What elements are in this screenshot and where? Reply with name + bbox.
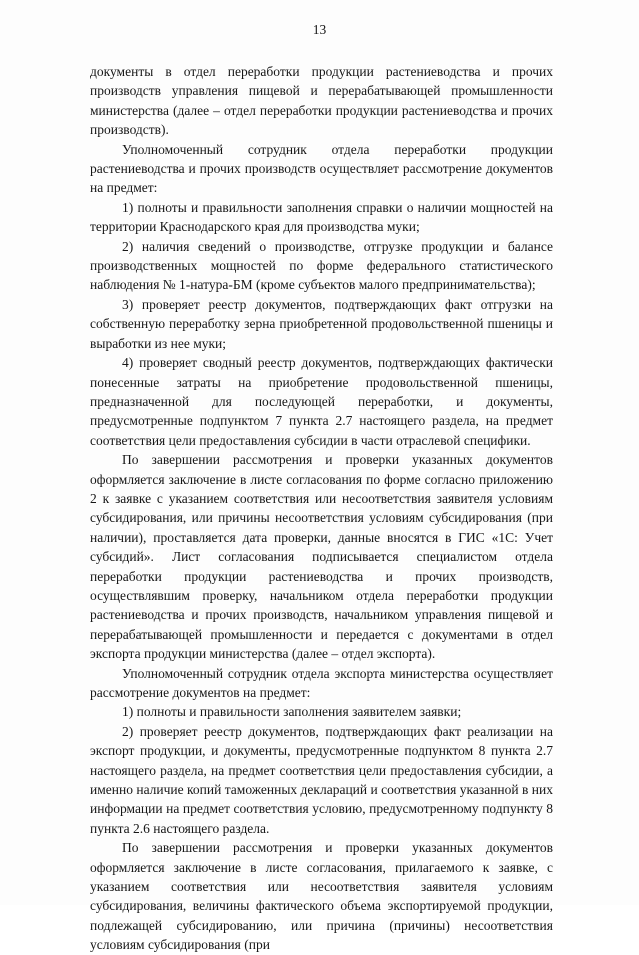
paragraph: документы в отдел переработки продукции растениеводства и прочих производств управления пищевой и перерабатывающей промышленности министерства (далее – отдел переработки продукции растениеводства и прочих производств).: [90, 64, 553, 138]
list-item: 4) проверяет сводный реестр документов, подтверждающих фактически понесенные затраты на приобретение продовольственной пшеницы, предназначенной для последующей переработки, и документы, предусмотренные подпунктом 7 пункта 2.7 настоящего раздела, на предмет соответствия цели предоставления субсидии в части отраслевой специфики.: [90, 355, 553, 448]
list-item: 2) наличия сведений о производстве, отгрузке продукции и балансе производственных мощностей по форме федерального статистического наблюдения № 1-натура-БМ (кроме субъектов малого предпринимательства);: [90, 238, 553, 293]
list-item: 2) проверяет реестр документов, подтверждающих факт реализации на экспорт продукции, и документы, предусмотренные подпунктом 8 пункта 2.7 настоящего раздела, на предмет соответствия цели предоставления субсидии, а именно наличие копий таможенных деклараций и соответствия указанной в них информации на предмет соответствия условию, предусмотренному подпункту 8 пункта 2.6 настоящего раздела.: [90, 723, 553, 836]
page-number: 13: [312, 22, 327, 37]
paragraph: По завершении рассмотрения и проверки указанных документов оформляется заключение в листе согласования по форме согласно приложению 2 к заявке с указанием соответствия или несоответствия заявителя условиям субсидирования, или причины несоответствия условиям субсидирования (при наличии), проставляется дата проверки, данные вносятся в ГИС «1С: Учет субсидий». Лист согласования подписывается специалистом отдела переработки продукции растениеводства и прочих производств, осуществлявшим проверку, начальником отдела переработки продукции растениеводства и прочих производств, начальником управления пищевой и перерабатывающей промышленности и передается с документами в отдел экспорта продукции министерства (далее – отдел экспорта).: [90, 452, 553, 662]
list-item: 3) проверяет реестр документов, подтверждающих факт отгрузки на собственную переработку зерна приобретенной продовольственной пшеницы и выработки из нее муки;: [90, 296, 553, 351]
body-text: [90, 62, 553, 955]
paragraph: Уполномоченный сотрудник отдела экспорта министерства осуществляет рассмотрение документов на предмет:: [90, 665, 553, 700]
paragraph: По завершении рассмотрения и проверки указанных документов оформляется заключение в листе согласования, прилагаемого к заявке, с указанием соответствия или несоответствия заявителя условиям субсидирования, величины фактического объема экспортируемой продукции, подлежащей субсидированию, или причина (причины) несоответствия условиям субсидирования (при: [90, 840, 553, 953]
paragraph: Уполномоченный сотрудник отдела переработки продукции растениеводства и прочих производств осуществляет рассмотрение документов на предмет:: [90, 141, 553, 196]
list-item: 1) полноты и правильности заполнения заявителем заявки;: [122, 704, 462, 720]
list-item: 1) полноты и правильности заполнения справки о наличии мощностей на территории Краснодарского края для производства муки;: [90, 199, 553, 235]
